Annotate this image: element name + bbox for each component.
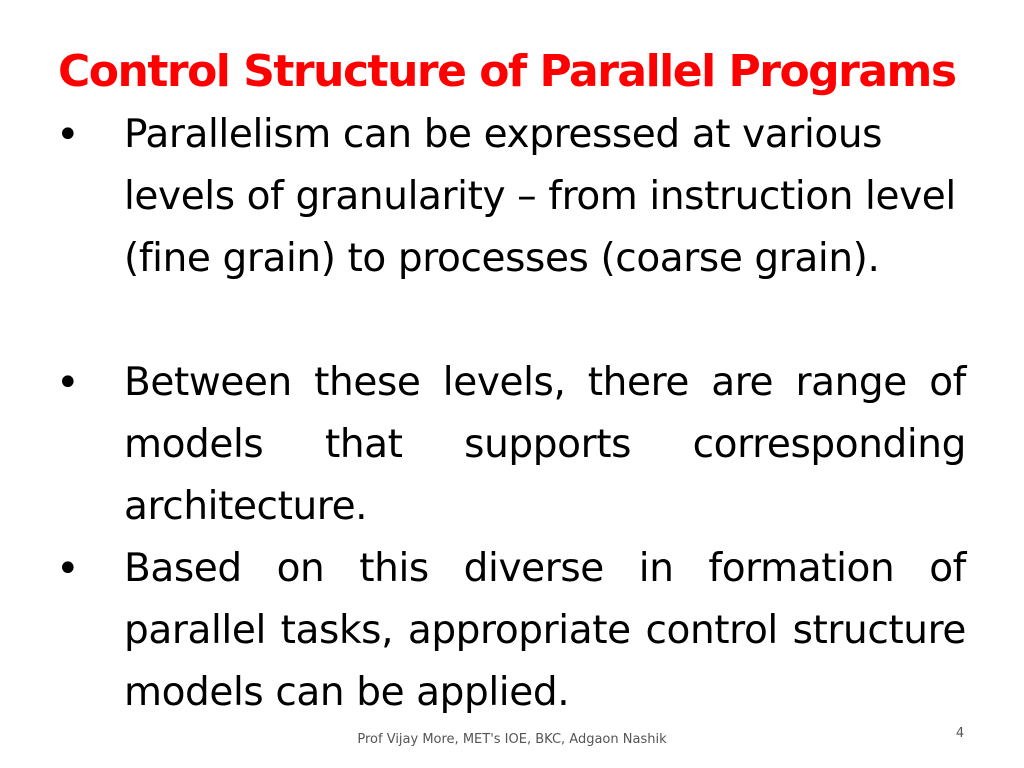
bullet-text: Parallelism can be expressed at various levels of granularity – from instruction level (fine grain) to processes (coarse grain).: [124, 112, 956, 281]
bullet-icon: •: [56, 112, 80, 158]
bullet-icon: •: [56, 360, 80, 406]
bullet-text: Between these levels, there are range of models that supports corresponding architecture.: [124, 360, 966, 529]
slide-footer: Prof Vijay More, MET's IOE, BKC, Adgaon Nashik: [357, 732, 667, 747]
page-number: 4: [955, 726, 965, 741]
bullet-icon: •: [56, 546, 80, 592]
slide-title: Control Structure of Parallel Programs: [58, 46, 956, 97]
bullet-text: Based on this diverse in formation of parallel tasks, appropriate control structure models can be applied.: [124, 546, 966, 715]
